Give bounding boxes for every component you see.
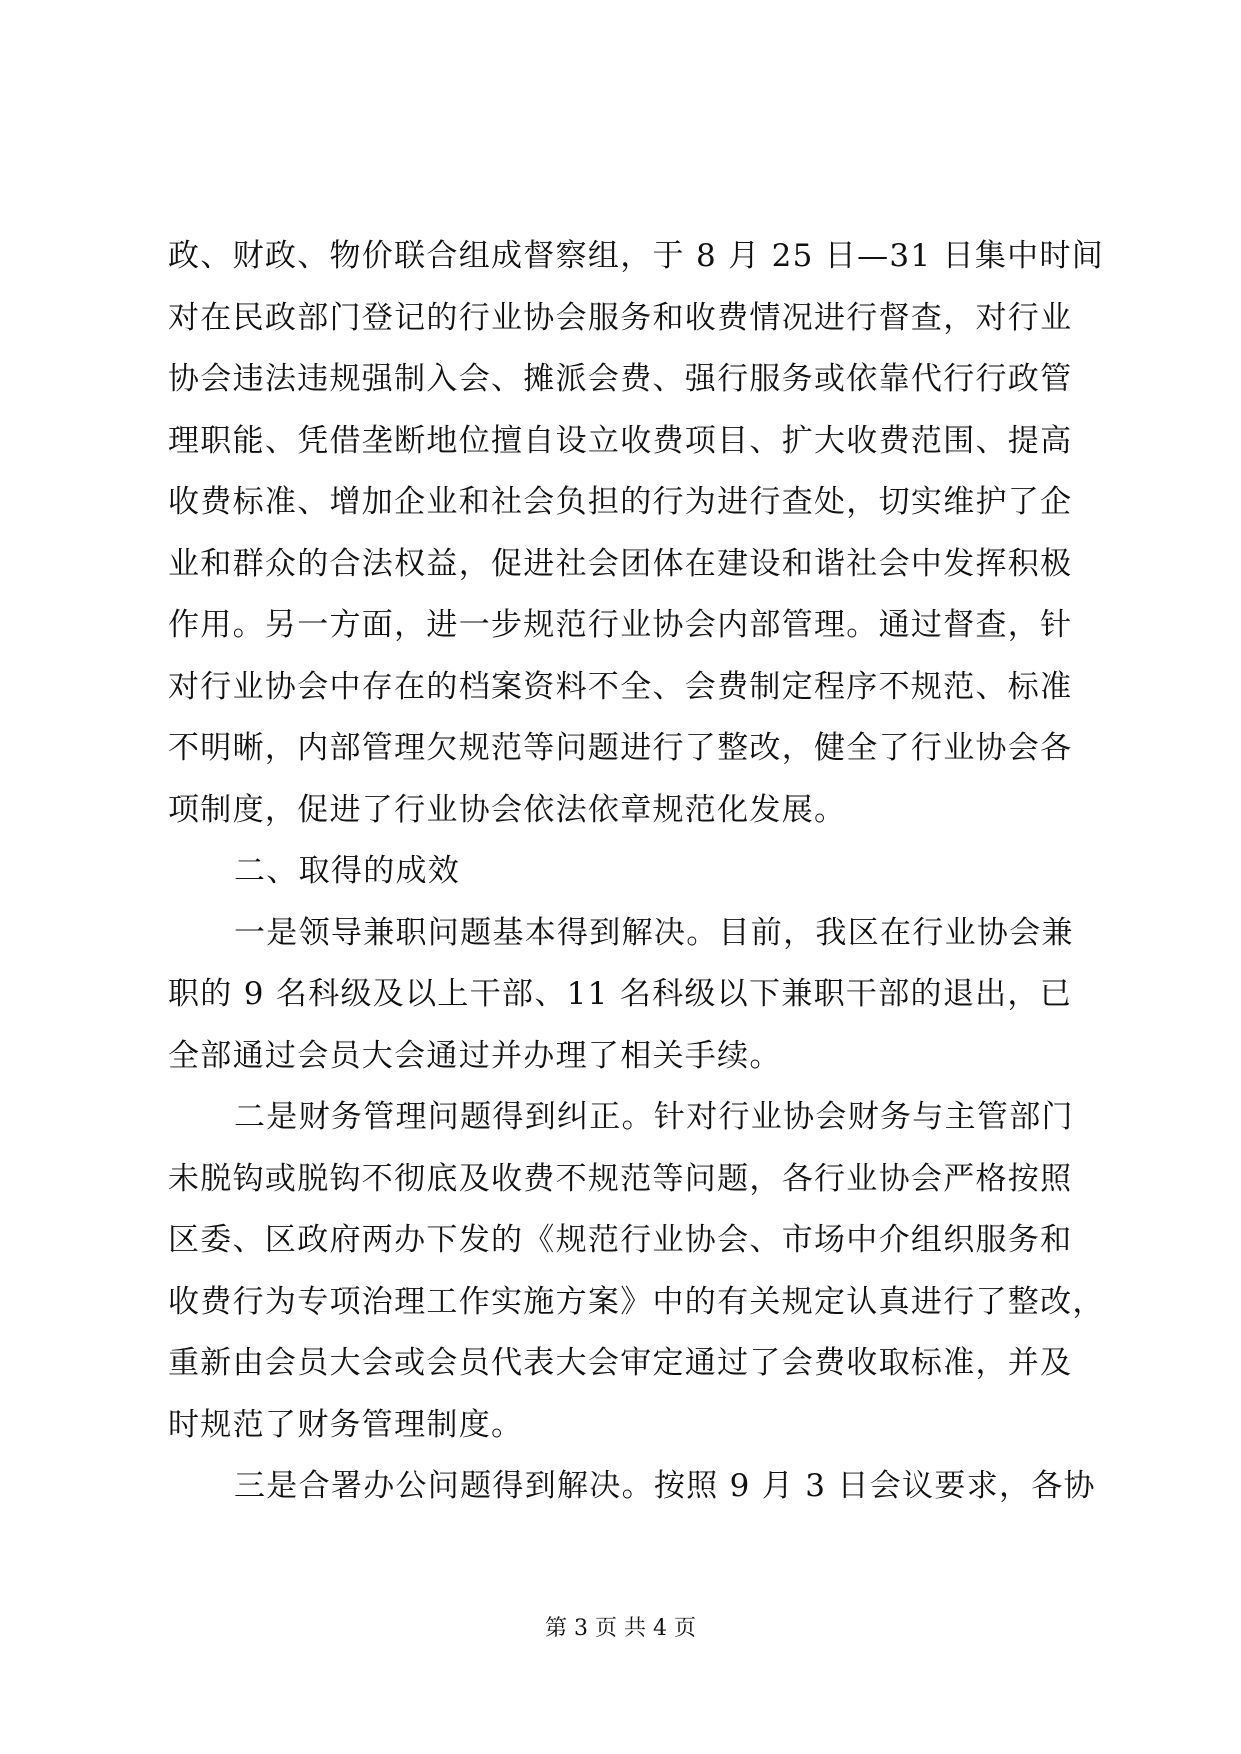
text-line: 二、取得的成效 bbox=[234, 853, 461, 889]
text-line: 收费标准、增加企业和社会负担的行为进行查处，切实维护了企 bbox=[168, 484, 1073, 520]
text-line: 二是财务管理问题得到纠正。针对行业协会财务与主管部门 bbox=[234, 1099, 1074, 1135]
text-line: 政、财政、物价联合组成督察组，于 8 月 25 日—31 日集中时间 bbox=[168, 238, 1105, 274]
text-line: 三是合署办公问题得到解决。按照 9 月 3 日会议要求，各协 bbox=[234, 1468, 1096, 1504]
text-line: 收费行为专项治理工作实施方案》中的有关规定认真进行了整改， bbox=[168, 1283, 1105, 1320]
text-line: 对行业协会中存在的档案资料不全、会费制定程序不规范、标准 bbox=[168, 668, 1073, 705]
text-line: 作用。另一方面，进一步规范行业协会内部管理。通过督查，针 bbox=[168, 607, 1073, 643]
text-line: 理职能、凭借垄断地位擅自设立收费项目、扩大收费范围、提高 bbox=[168, 422, 1073, 459]
text-line: 不明晰，内部管理欠规范等问题进行了整改，健全了行业协会各 bbox=[168, 730, 1073, 766]
text-line: 全部通过会员大会通过并办理了相关手续。 bbox=[168, 1037, 782, 1074]
text-line: 职的 9 名科级及以上干部、11 名科级以下兼职干部的退出，已 bbox=[168, 976, 1073, 1012]
text-line: 未脱钩或脱钩不彻底及收费不规范等问题，各行业协会严格按照 bbox=[168, 1160, 1073, 1197]
text-line: 业和群众的合法权益，促进社会团体在建设和谐社会中发挥积极 bbox=[168, 545, 1073, 582]
page-footer: 第 3 页 共 4 页 bbox=[545, 1616, 696, 1641]
text-line: 协会违法违规强制入会、摊派会费、强行服务或依靠代行行政管 bbox=[168, 361, 1073, 397]
text-line: 时规范了财务管理制度。 bbox=[168, 1406, 524, 1443]
text-line: 项制度，促进了行业协会依法依章规范化发展。 bbox=[168, 791, 847, 828]
text-line: 重新由会员大会或会员代表大会审定通过了会费收取标准，并及 bbox=[168, 1345, 1073, 1381]
document-body bbox=[168, 226, 1105, 1518]
text-line: 对在民政部门登记的行业协会服务和收费情况进行督查，对行业 bbox=[168, 299, 1073, 336]
text-line: 一是领导兼职问题基本得到解决。目前，我区在行业协会兼 bbox=[234, 914, 1074, 951]
text-line: 区委、区政府两办下发的《规范行业协会、市场中介组织服务和 bbox=[168, 1222, 1073, 1258]
